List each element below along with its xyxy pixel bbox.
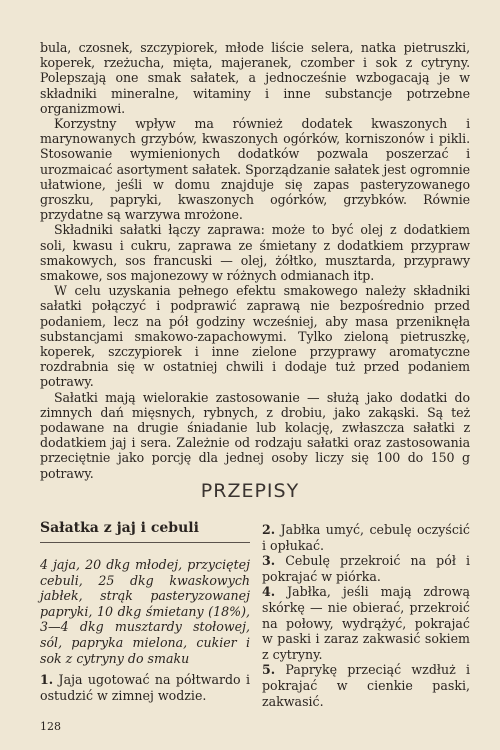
paragraph: Korzystny wpływ ma również dodatek kwaszonych i marynowanych grzybów, kwaszonych ogórków, korniszonów i pikli. Stosowanie wymienionych dodatków pozwala poszerzać i urozmaicać asortyment sałatek. Sporządzanie sałatek jest ogromnie ułatwione, jeśli w domu znajduje się zapas pasteryzowanego groszku, papryki, kwaszonych ogórków, grzybków. Równie przydatne są warzywa mrożone. <box>40 116 470 223</box>
section-title: PRZEPISY <box>200 480 300 502</box>
paragraph: Sałatki mają wielorakie zastosowanie — służą jako dodatki do zimnych dań mięsnych, rybnych, z drobiu, jako zakąski. Są też podawane na drugie śniadanie lub kolację, zwłaszcza sałatki z dodatkiem jaj i sera. Zależnie od rodzaju sałatki oraz zastosowania przeciętnie jako porcję dla jednej osoby liczy się 100 do 150 g potrawy. <box>40 389 470 481</box>
recipe-right-column <box>262 522 470 709</box>
paragraph: Składniki sałatki łączy zaprawa: może to być olej z dodatkiem soli, kwasu i cukru, zaprawa ze śmietany z dodatkiem przypraw smakowych, sos francuski — olej, żółtko, musztarda, przyprawy smakowe, sos majonezowy w różnych odmianach itp. <box>40 222 470 284</box>
recipe-step <box>262 553 470 584</box>
intro-text <box>40 40 470 481</box>
recipe-step <box>262 584 470 662</box>
step-text: Jaja ugotować na półtwardo i ostudzić w zimnej wodzie. <box>40 672 250 703</box>
step-text: Jabłka, jeśli mają zdrową skórkę — nie obierać, przekroić na połowy, wydrążyć, pokrajać w paski i zaraz zakwasić sokiem z cytryny. <box>262 584 470 662</box>
recipe-left-column <box>40 520 250 703</box>
step-number: 4. <box>262 584 276 600</box>
paragraph: bula, czosnek, szczypiorek, młode liście selera, natka pietruszki, koperek, rzeżucha, mięta, majeranek, czomber i sok z cytryny. Polepszają one smak sałatek, a jednocześnie wzbogacają je w składniki mineralne, witaminy i inne substancje potrzebne organizmowi. <box>40 40 470 116</box>
step-number: 1. <box>40 672 54 688</box>
recipe-step <box>40 672 250 703</box>
recipe-step <box>262 522 470 553</box>
ingredients-list: 4 jaja, 20 dkg młodej, przyciętej cebuli, 25 dkg kwaskowych jabłek, strąk pasteryzowanej papryki, 10 dkg śmietany (18%), 3—4 dkg musztardy stołowej, sól, papryka mielona, cukier i sok z cytryny do smaku <box>40 557 250 666</box>
step-text: Cebulę przekroić na pół i pokrajać w piórka. <box>262 553 470 584</box>
step-number: 2. <box>262 522 276 537</box>
step-text: Paprykę przeciąć wzdłuż i pokrajać w cienkie paski, zakwasić. <box>262 662 470 709</box>
paragraph: W celu uzyskania pełnego efektu smakowego należy składniki sałatki połączyć i podprawić zaprawą nie bezpośrednio przed podaniem, lecz na pół godziny wcześniej, aby masa przeniknęła substancjami smakowo-zapachowymi. Tylko zieloną pietruszkę, koperek, szczypiorek i inne zielone przyprawy aromatyczne rozdrabnia się w ostatniej chwili i dodaje tuż przed podaniem potrawy. <box>40 283 470 390</box>
step-number: 5. <box>262 662 276 678</box>
page-number: 128 <box>40 720 61 733</box>
recipe-title: Sałatka z jaj i cebuli <box>40 520 250 543</box>
step-text: Jabłka umyć, cebulę oczyścić i opłukać. <box>262 522 470 553</box>
step-number: 3. <box>262 553 276 569</box>
recipe-step <box>262 662 470 709</box>
